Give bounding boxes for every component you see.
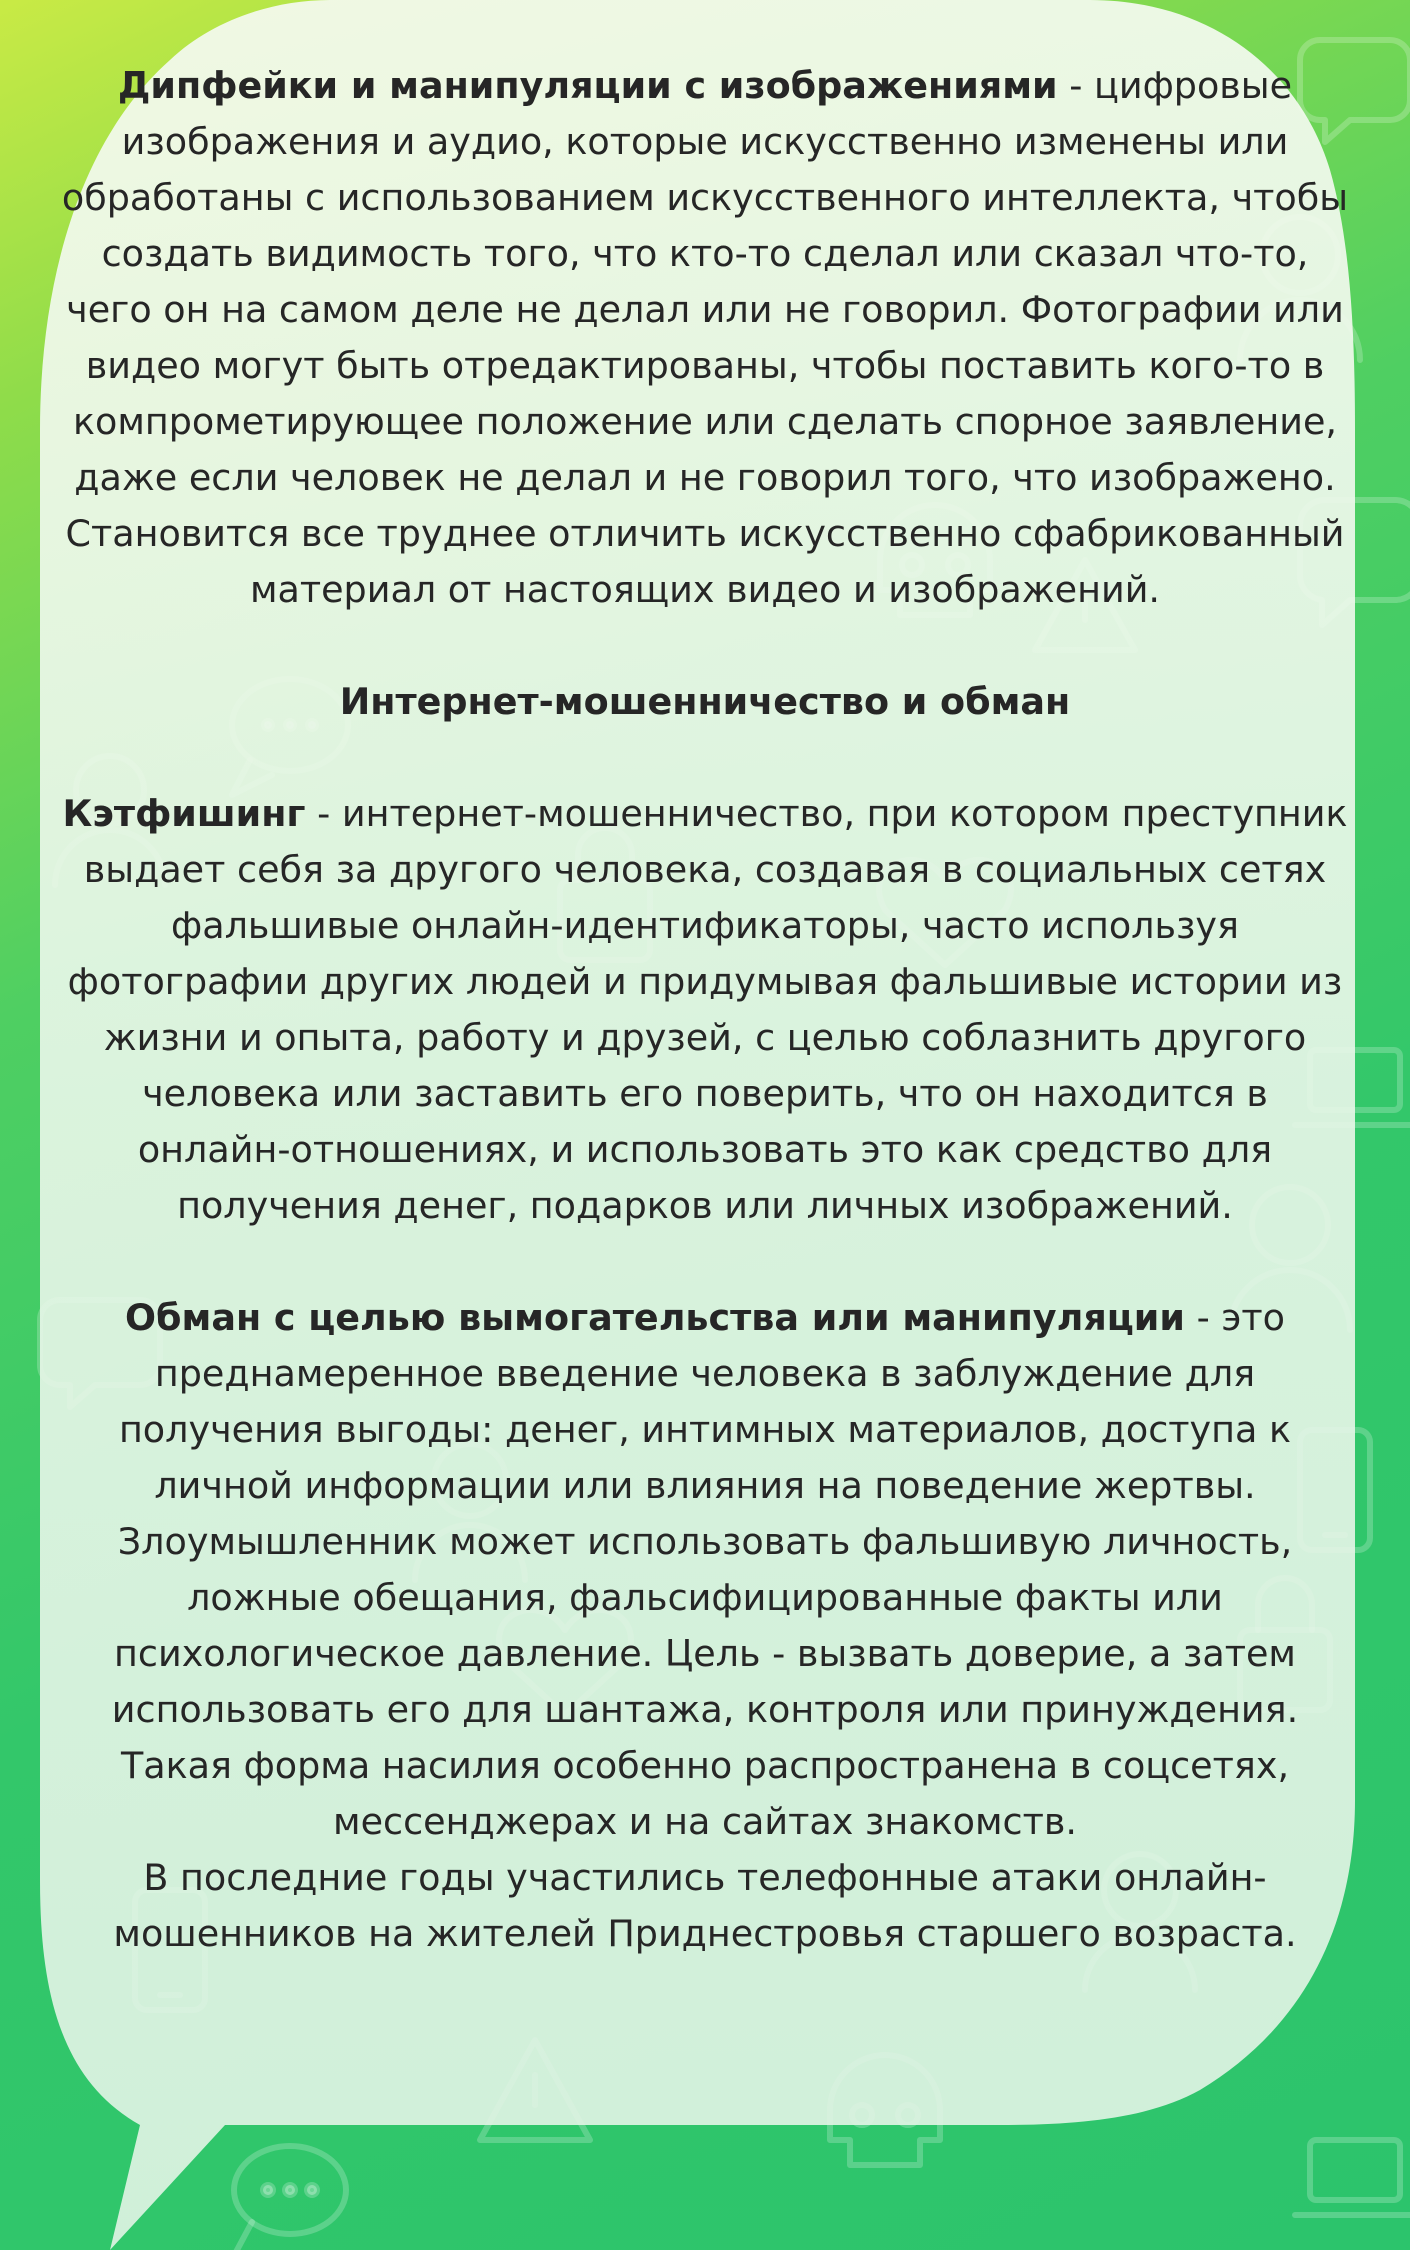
term-deepfakes: Дипфейки и манипуляции с изображениями [117, 64, 1058, 107]
article-text [60, 58, 1350, 1962]
term-catfishing: Кэтфишинг [62, 792, 306, 835]
paragraph-catfishing [60, 786, 1350, 1234]
section-heading: Интернет-мошенничество и обман [339, 680, 1071, 723]
paragraph-deepfakes [60, 58, 1350, 618]
definition-catfishing: - интернет-мошенничество, при котором преступник выдает себя за другого человека, создавая в социальных сетях фальшивые онлайн-идентификаторы, часто используя фотографии других людей и придумывая фальшивые истории из жизни и опыта, работу и друзей, с целью соблазнить другого человека или заставить его поверить, что он находится в онлайн-отношениях, и использовать это как средство для получения денег, подарков или личных изображений. [67, 792, 1348, 1227]
term-extortion: Обман с целью вымогательства или манипуляции [125, 1296, 1185, 1339]
paragraph-extortion [60, 1290, 1350, 1850]
paragraph-closing: В последние годы участились телефонные атаки онлайн-мошенников на жителей Приднестровья старшего возраста. [113, 1856, 1297, 1955]
definition-deepfakes: - цифровые изображения и аудио, которые искусственно изменены или обработаны с использованием искусственного интеллекта, чтобы создать видимость того, что кто-то сделал или сказал что-то, чего он на самом деле не делал или не говорил. Фотографии или видео могут быть отредактированы, чтобы поставить кого-то в компрометирующее положение или сделать спорное заявление, даже если человек не делал и не говорил того, что изображено. Становится все труднее отличить искусственно сфабрикованный материал от настоящих видео и изображений. [61, 64, 1349, 611]
definition-extortion: - это преднамеренное введение человека в заблуждение для получения выгоды: денег, интимных материалов, доступа к личной информации или влияния на поведение жертвы. Злоумышленник может использовать фальшивую личность, ложные обещания, фальсифицированные факты или психологическое давление. Цель - вызвать доверие, а затем использовать его для шантажа, контроля или принуждения. Такая форма насилия особенно распространена в соцсетях, мессенджерах и на сайтах знакомств. [111, 1296, 1299, 1843]
